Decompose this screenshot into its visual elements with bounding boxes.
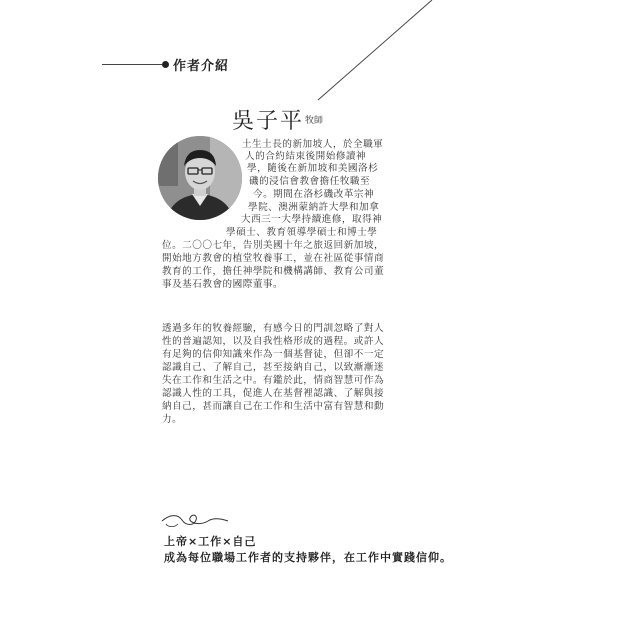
section-header <box>102 55 229 74</box>
author-title: 牧師 <box>305 116 324 126</box>
body-line: 認識人性的工具，促進人在基督裡認識、了解與接 <box>162 388 385 399</box>
flourish-ornament-icon <box>160 512 230 530</box>
bullet-dot-icon <box>162 61 169 68</box>
bio-line: 土生土長的新加坡人，於全職軍 <box>242 139 384 150</box>
bio-line: 事及基石教會的國際董事。 <box>162 279 284 290</box>
body-line: 納自己，甚而讓自己在工作和生活中富有智慧和動 <box>162 401 385 412</box>
body-line: 認識自己、了解自己，甚至接納自己，以致漸漸迷 <box>162 362 385 373</box>
bio-line: 位。二〇〇七年，告別美國十年之旅返回新加坡， <box>162 240 385 251</box>
bio-line: 大西三一大學持續進修，取得神 <box>241 214 383 225</box>
bio-line: 磯的浸信會教會擔任牧職至 <box>249 176 371 187</box>
body-line: 有足夠的信仰知識來作為一個基督徒，但卻不一定 <box>162 349 385 360</box>
bio-line: 學碩士、教育領導學碩士和博士學 <box>226 227 378 238</box>
author-name: 吳子平 <box>232 109 305 134</box>
header-rule <box>102 64 162 65</box>
body-line: 透過多年的牧養經驗，有感今日的門訓忽略了對人 <box>162 323 385 334</box>
body-line: 失在工作和生活之中。有鑑於此，情商智慧可作為 <box>162 375 385 386</box>
bio-line: 教育的工作，擔任神學院和機構講師、教育公司董 <box>162 266 385 277</box>
motto-subtitle: 成為每位職場工作者的支持夥伴，在工作中實踐信仰。 <box>164 551 452 564</box>
bio-line: 學院、澳洲蒙納許大學和加拿 <box>248 202 380 213</box>
bio-line: 人的合約結束後開始修讀神 <box>245 151 367 162</box>
motto-title: 上帝×工作×自己 <box>164 535 257 548</box>
bio-line: 開始地方教會的植堂牧養事工，並在社區從事情商 <box>162 253 385 264</box>
bio-line: 今。期間在洛杉磯改革宗神 <box>253 189 375 200</box>
body-line: 力。 <box>162 414 183 425</box>
author-photo <box>158 136 242 220</box>
body-line: 性的普遍認知，以及自我性格形成的過程。或許人 <box>162 336 385 347</box>
bio-line: 學，隨後在新加坡和美國洛杉 <box>247 163 379 174</box>
section-title: 作者介紹 <box>173 59 230 74</box>
